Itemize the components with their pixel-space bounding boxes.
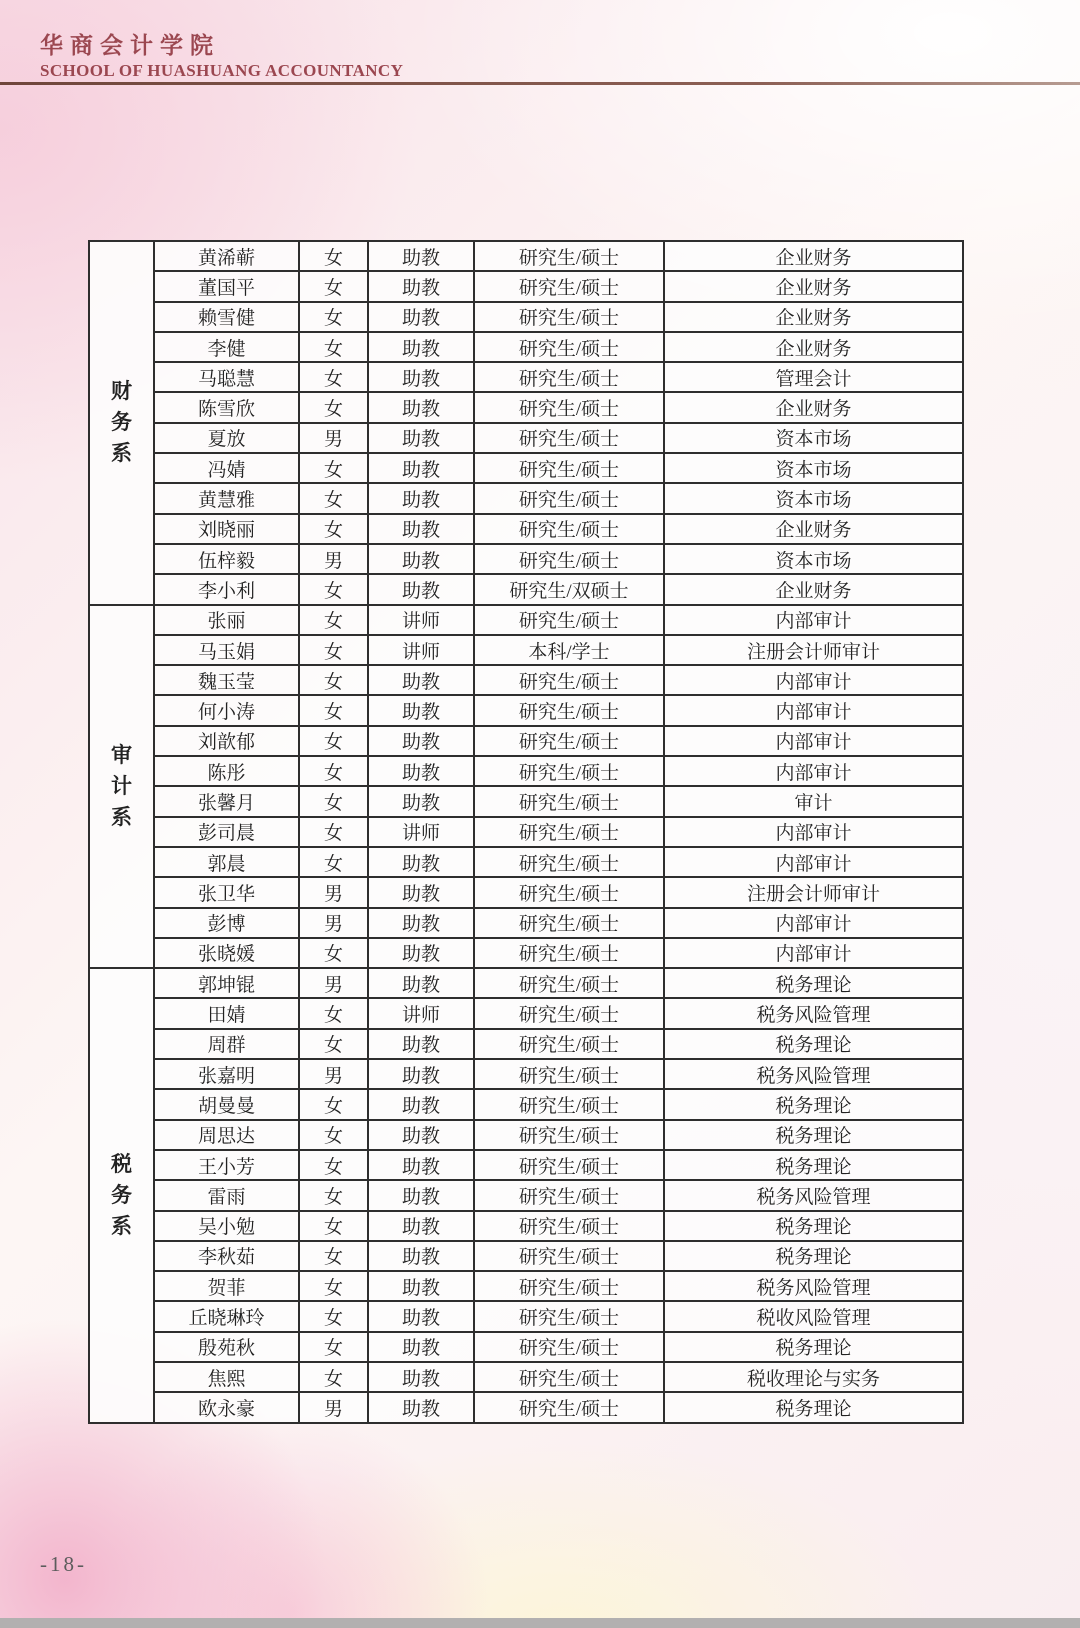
specialty-cell: 企业财务 <box>664 241 963 271</box>
table-row <box>89 938 963 968</box>
name-cell: 黄慧雅 <box>154 483 299 513</box>
education-cell: 研究生/硕士 <box>474 514 664 544</box>
specialty-cell: 注册会计师审计 <box>664 635 963 665</box>
table-row <box>89 817 963 847</box>
gender-cell: 女 <box>299 665 368 695</box>
education-cell: 研究生/硕士 <box>474 877 664 907</box>
title-cell: 助教 <box>368 574 474 604</box>
education-cell: 研究生/硕士 <box>474 362 664 392</box>
title-cell: 助教 <box>368 241 474 271</box>
education-cell: 研究生/硕士 <box>474 1332 664 1362</box>
table-row <box>89 483 963 513</box>
specialty-cell: 管理会计 <box>664 362 963 392</box>
gender-cell: 女 <box>299 817 368 847</box>
page-number: -18- <box>40 1552 87 1576</box>
specialty-cell: 内部审计 <box>664 726 963 756</box>
table-row <box>89 1241 963 1271</box>
education-cell: 研究生/硕士 <box>474 847 664 877</box>
education-cell: 研究生/硕士 <box>474 302 664 332</box>
education-cell: 研究生/硕士 <box>474 1059 664 1089</box>
name-cell: 李小利 <box>154 574 299 604</box>
name-cell: 郭坤锟 <box>154 968 299 998</box>
gender-cell: 女 <box>299 332 368 362</box>
specialty-cell: 税务理论 <box>664 1392 963 1422</box>
specialty-cell: 内部审计 <box>664 665 963 695</box>
gender-cell: 女 <box>299 1150 368 1180</box>
specialty-cell: 内部审计 <box>664 695 963 725</box>
name-cell: 李秋茹 <box>154 1241 299 1271</box>
title-cell: 讲师 <box>368 605 474 635</box>
education-cell: 研究生/硕士 <box>474 908 664 938</box>
specialty-cell: 资本市场 <box>664 423 963 453</box>
title-cell: 助教 <box>368 665 474 695</box>
table-row <box>89 695 963 725</box>
department-label: 财 务 系 <box>111 379 132 466</box>
education-cell: 研究生/硕士 <box>474 544 664 574</box>
department-label: 税 务 系 <box>111 1151 132 1238</box>
education-cell: 研究生/硕士 <box>474 332 664 362</box>
gender-cell: 女 <box>299 241 368 271</box>
title-cell: 助教 <box>368 1089 474 1119</box>
title-cell: 助教 <box>368 362 474 392</box>
table-row <box>89 271 963 301</box>
specialty-cell: 税务风险管理 <box>664 1180 963 1210</box>
gender-cell: 女 <box>299 392 368 422</box>
table-row <box>89 362 963 392</box>
name-cell: 董国平 <box>154 271 299 301</box>
gender-cell: 女 <box>299 635 368 665</box>
title-cell: 助教 <box>368 1271 474 1301</box>
specialty-cell: 税务理论 <box>664 1150 963 1180</box>
specialty-cell: 企业财务 <box>664 302 963 332</box>
department-label: 审 计 系 <box>111 742 132 829</box>
table-row <box>89 1392 963 1422</box>
table-row <box>89 998 963 1028</box>
name-cell: 彭博 <box>154 908 299 938</box>
gender-cell: 女 <box>299 786 368 816</box>
education-cell: 研究生/硕士 <box>474 695 664 725</box>
gender-cell: 女 <box>299 453 368 483</box>
gender-cell: 女 <box>299 1241 368 1271</box>
title-cell: 助教 <box>368 1211 474 1241</box>
name-cell: 周思达 <box>154 1120 299 1150</box>
education-cell: 本科/学士 <box>474 635 664 665</box>
table-row <box>89 544 963 574</box>
table-row <box>89 241 963 271</box>
education-cell: 研究生/硕士 <box>474 241 664 271</box>
title-cell: 助教 <box>368 1241 474 1271</box>
table-row <box>89 1150 963 1180</box>
title-cell: 助教 <box>368 1392 474 1422</box>
name-cell: 王小芳 <box>154 1150 299 1180</box>
title-cell: 助教 <box>368 271 474 301</box>
name-cell: 胡曼曼 <box>154 1089 299 1119</box>
table-row <box>89 574 963 604</box>
gender-cell: 女 <box>299 756 368 786</box>
education-cell: 研究生/硕士 <box>474 392 664 422</box>
gender-cell: 女 <box>299 362 368 392</box>
gender-cell: 女 <box>299 1271 368 1301</box>
specialty-cell: 内部审计 <box>664 908 963 938</box>
table-row <box>89 726 963 756</box>
gender-cell: 男 <box>299 877 368 907</box>
table-row <box>89 1362 963 1392</box>
gender-cell: 男 <box>299 1059 368 1089</box>
education-cell: 研究生/硕士 <box>474 271 664 301</box>
education-cell: 研究生/硕士 <box>474 1271 664 1301</box>
education-cell: 研究生/硕士 <box>474 786 664 816</box>
title-cell: 助教 <box>368 938 474 968</box>
department-cell <box>89 605 154 969</box>
name-cell: 欧永豪 <box>154 1392 299 1422</box>
name-cell: 黄浠蕲 <box>154 241 299 271</box>
title-cell: 助教 <box>368 847 474 877</box>
specialty-cell: 内部审计 <box>664 938 963 968</box>
gender-cell: 女 <box>299 1089 368 1119</box>
table-row <box>89 1089 963 1119</box>
gender-cell: 女 <box>299 574 368 604</box>
education-cell: 研究生/硕士 <box>474 1211 664 1241</box>
gender-cell: 女 <box>299 1029 368 1059</box>
name-cell: 伍梓毅 <box>154 544 299 574</box>
education-cell: 研究生/硕士 <box>474 968 664 998</box>
specialty-cell: 内部审计 <box>664 756 963 786</box>
specialty-cell: 企业财务 <box>664 332 963 362</box>
title-cell: 讲师 <box>368 817 474 847</box>
faculty-table-grid <box>88 240 964 1424</box>
specialty-cell: 税务理论 <box>664 1241 963 1271</box>
gender-cell: 男 <box>299 544 368 574</box>
gender-cell: 男 <box>299 423 368 453</box>
gender-cell: 女 <box>299 998 368 1028</box>
name-cell: 彭司晨 <box>154 817 299 847</box>
table-row <box>89 756 963 786</box>
table-row <box>89 514 963 544</box>
gender-cell: 女 <box>299 1332 368 1362</box>
name-cell: 雷雨 <box>154 1180 299 1210</box>
table-row <box>89 392 963 422</box>
name-cell: 赖雪健 <box>154 302 299 332</box>
name-cell: 田婧 <box>154 998 299 1028</box>
gender-cell: 男 <box>299 1392 368 1422</box>
title-cell: 助教 <box>368 1059 474 1089</box>
specialty-cell: 资本市场 <box>664 544 963 574</box>
table-row <box>89 605 963 635</box>
education-cell: 研究生/硕士 <box>474 453 664 483</box>
gender-cell: 女 <box>299 938 368 968</box>
page-header <box>40 33 403 82</box>
education-cell: 研究生/硕士 <box>474 938 664 968</box>
name-cell: 冯婧 <box>154 453 299 483</box>
education-cell: 研究生/硕士 <box>474 1301 664 1331</box>
title-cell: 助教 <box>368 1362 474 1392</box>
title-cell: 助教 <box>368 1301 474 1331</box>
name-cell: 焦熙 <box>154 1362 299 1392</box>
title-cell: 助教 <box>368 392 474 422</box>
specialty-cell: 税务理论 <box>664 1211 963 1241</box>
table-row <box>89 1180 963 1210</box>
title-cell: 助教 <box>368 423 474 453</box>
gender-cell: 女 <box>299 1362 368 1392</box>
education-cell: 研究生/硕士 <box>474 1392 664 1422</box>
table-row <box>89 1211 963 1241</box>
name-cell: 刘晓丽 <box>154 514 299 544</box>
specialty-cell: 内部审计 <box>664 605 963 635</box>
gender-cell: 女 <box>299 1180 368 1210</box>
title-cell: 助教 <box>368 968 474 998</box>
gender-cell: 男 <box>299 968 368 998</box>
title-cell: 助教 <box>368 332 474 362</box>
specialty-cell: 税务风险管理 <box>664 1059 963 1089</box>
title-cell: 助教 <box>368 908 474 938</box>
title-cell: 助教 <box>368 302 474 332</box>
specialty-cell: 审计 <box>664 786 963 816</box>
table-row <box>89 1301 963 1331</box>
name-cell: 周群 <box>154 1029 299 1059</box>
table-row <box>89 635 963 665</box>
gender-cell: 女 <box>299 271 368 301</box>
gender-cell: 女 <box>299 726 368 756</box>
name-cell: 张晓媛 <box>154 938 299 968</box>
specialty-cell: 注册会计师审计 <box>664 877 963 907</box>
specialty-cell: 税务理论 <box>664 1120 963 1150</box>
school-name-cn: 华商会计学院 <box>40 33 220 58</box>
school-name-en: SCHOOL OF HUASHUANG ACCOUNTANCY <box>40 61 404 80</box>
name-cell: 陈雪欣 <box>154 392 299 422</box>
name-cell: 张丽 <box>154 605 299 635</box>
specialty-cell: 企业财务 <box>664 574 963 604</box>
specialty-cell: 税务风险管理 <box>664 998 963 1028</box>
specialty-cell: 税收理论与实务 <box>664 1362 963 1392</box>
name-cell: 魏玉莹 <box>154 665 299 695</box>
education-cell: 研究生/硕士 <box>474 1180 664 1210</box>
education-cell: 研究生/硕士 <box>474 998 664 1028</box>
gender-cell: 女 <box>299 302 368 332</box>
name-cell: 陈彤 <box>154 756 299 786</box>
table-row <box>89 908 963 938</box>
table-row <box>89 1029 963 1059</box>
education-cell: 研究生/硕士 <box>474 483 664 513</box>
title-cell: 讲师 <box>368 635 474 665</box>
title-cell: 助教 <box>368 514 474 544</box>
department-cell <box>89 241 154 605</box>
name-cell: 殷苑秋 <box>154 1332 299 1362</box>
table-row <box>89 423 963 453</box>
table-row <box>89 877 963 907</box>
name-cell: 张卫华 <box>154 877 299 907</box>
specialty-cell: 税务理论 <box>664 1089 963 1119</box>
name-cell: 何小涛 <box>154 695 299 725</box>
table-row <box>89 332 963 362</box>
title-cell: 助教 <box>368 1180 474 1210</box>
table-row <box>89 302 963 332</box>
table-row <box>89 1120 963 1150</box>
education-cell: 研究生/硕士 <box>474 1150 664 1180</box>
title-cell: 助教 <box>368 544 474 574</box>
name-cell: 张嘉明 <box>154 1059 299 1089</box>
gender-cell: 女 <box>299 847 368 877</box>
faculty-table <box>88 240 962 1424</box>
table-row <box>89 665 963 695</box>
title-cell: 助教 <box>368 1150 474 1180</box>
education-cell: 研究生/硕士 <box>474 605 664 635</box>
name-cell: 张馨月 <box>154 786 299 816</box>
education-cell: 研究生/硕士 <box>474 1029 664 1059</box>
title-cell: 助教 <box>368 756 474 786</box>
table-row <box>89 453 963 483</box>
education-cell: 研究生/硕士 <box>474 665 664 695</box>
title-cell: 助教 <box>368 726 474 756</box>
gender-cell: 女 <box>299 514 368 544</box>
department-cell <box>89 968 154 1422</box>
name-cell: 刘歆郁 <box>154 726 299 756</box>
table-row <box>89 968 963 998</box>
title-cell: 助教 <box>368 786 474 816</box>
title-cell: 助教 <box>368 453 474 483</box>
specialty-cell: 税务理论 <box>664 1332 963 1362</box>
gender-cell: 女 <box>299 1301 368 1331</box>
title-cell: 助教 <box>368 1029 474 1059</box>
table-row <box>89 1059 963 1089</box>
name-cell: 夏放 <box>154 423 299 453</box>
gender-cell: 女 <box>299 1211 368 1241</box>
education-cell: 研究生/硕士 <box>474 423 664 453</box>
name-cell: 丘晓琳玲 <box>154 1301 299 1331</box>
specialty-cell: 税务理论 <box>664 968 963 998</box>
table-row <box>89 786 963 816</box>
faculty-table-body <box>89 241 963 1423</box>
education-cell: 研究生/硕士 <box>474 756 664 786</box>
title-cell: 助教 <box>368 877 474 907</box>
table-row <box>89 847 963 877</box>
gender-cell: 男 <box>299 908 368 938</box>
header-divider-line <box>0 82 1080 85</box>
education-cell: 研究生/硕士 <box>474 726 664 756</box>
specialty-cell: 税收风险管理 <box>664 1301 963 1331</box>
name-cell: 李健 <box>154 332 299 362</box>
education-cell: 研究生/硕士 <box>474 817 664 847</box>
specialty-cell: 税务理论 <box>664 1029 963 1059</box>
title-cell: 助教 <box>368 695 474 725</box>
education-cell: 研究生/硕士 <box>474 1241 664 1271</box>
specialty-cell: 资本市场 <box>664 453 963 483</box>
name-cell: 吴小勉 <box>154 1211 299 1241</box>
specialty-cell: 内部审计 <box>664 847 963 877</box>
bottom-gray-bar <box>0 1618 1080 1628</box>
name-cell: 郭晨 <box>154 847 299 877</box>
name-cell: 贺菲 <box>154 1271 299 1301</box>
specialty-cell: 税务风险管理 <box>664 1271 963 1301</box>
gender-cell: 女 <box>299 483 368 513</box>
name-cell: 马玉娟 <box>154 635 299 665</box>
specialty-cell: 企业财务 <box>664 271 963 301</box>
education-cell: 研究生/硕士 <box>474 1120 664 1150</box>
education-cell: 研究生/硕士 <box>474 1362 664 1392</box>
table-row <box>89 1271 963 1301</box>
education-cell: 研究生/硕士 <box>474 1089 664 1119</box>
specialty-cell: 企业财务 <box>664 514 963 544</box>
title-cell: 讲师 <box>368 998 474 1028</box>
gender-cell: 女 <box>299 605 368 635</box>
gender-cell: 女 <box>299 1120 368 1150</box>
title-cell: 助教 <box>368 1120 474 1150</box>
gender-cell: 女 <box>299 695 368 725</box>
specialty-cell: 资本市场 <box>664 483 963 513</box>
table-row <box>89 1332 963 1362</box>
name-cell: 马聪慧 <box>154 362 299 392</box>
title-cell: 助教 <box>368 483 474 513</box>
education-cell: 研究生/双硕士 <box>474 574 664 604</box>
title-cell: 助教 <box>368 1332 474 1362</box>
specialty-cell: 企业财务 <box>664 392 963 422</box>
specialty-cell: 内部审计 <box>664 817 963 847</box>
